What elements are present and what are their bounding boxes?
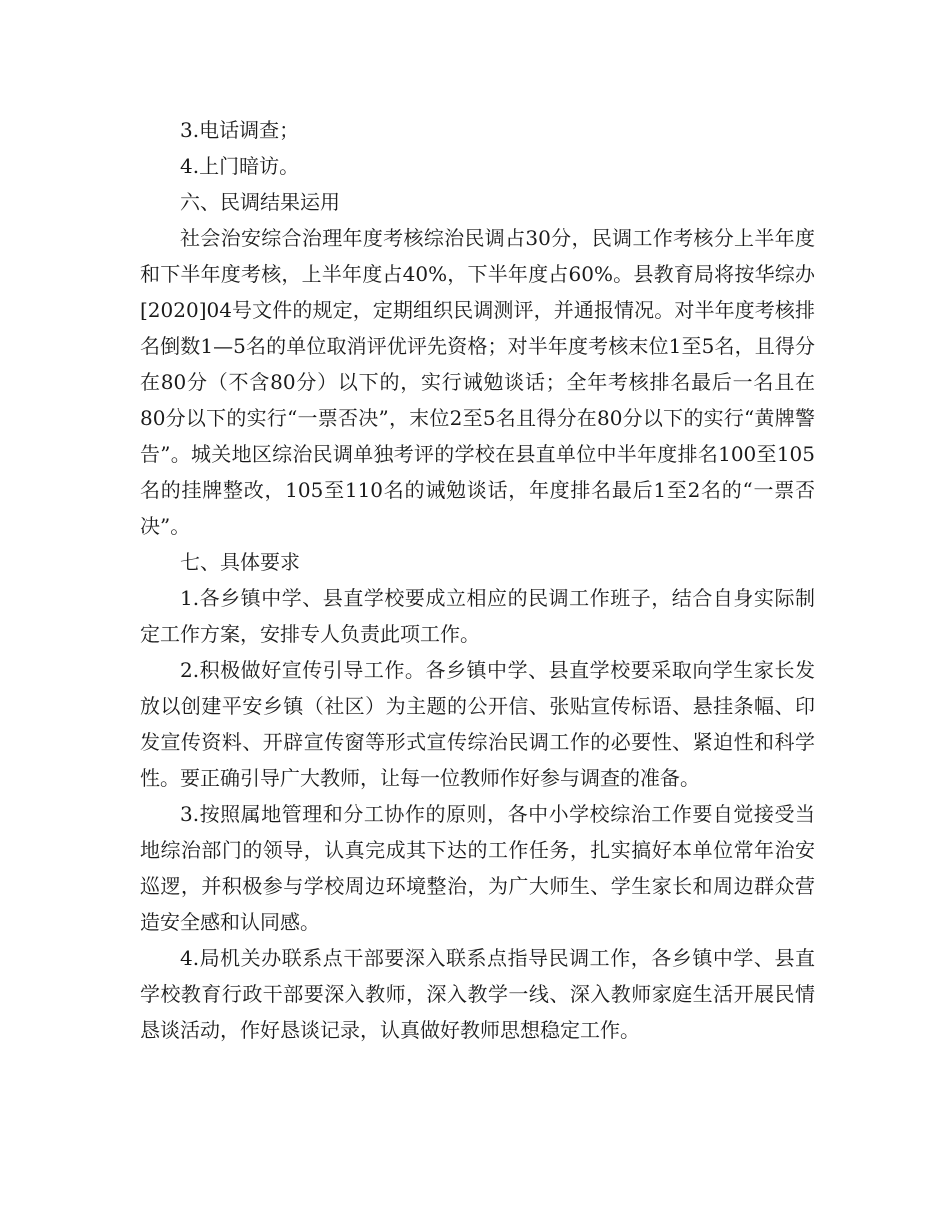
section-heading-requirements: 七、具体要求: [180, 550, 300, 574]
list-item-phone-survey: 3.电话调查；: [180, 118, 300, 142]
list-item-home-visit: 4.上门暗访。: [180, 154, 300, 178]
paragraph-results: 社会治安综合治理年度考核综治民调占30分，民调工作考核分上半年度和下半年度考核，上半年度占40%，下半年度占60%。县教育局将按华综办[2020]04号文件的规定，定期组织民调测评，并通报情况。对半年度考核排名倒数1—5名的单位取消评优评先资格；对半年度考核末位1至5名，且得分在80分（不含80分）以下的，实行诫勉谈话；全年考核排名最后一名且在80分以下的实行“一票否决”，末位2至5名且得分在80分以下的实行“黄牌警告”。城关地区综治民调单独考评的学校在县直单位中半年度排名100至105名的挂牌整改，105至110名的诫勉谈话，年度排名最后1至2名的“一票否决”。: [140, 226, 815, 538]
requirement-item-3: 3.按照属地管理和分工协作的原则，各中小学校综治工作要自觉接受当地综治部门的领导，认真完成其下达的工作任务，扎实搞好本单位常年治安巡逻，并积极参与学校周边环境整治，为广大师生、学生家长和周边群众营造安全感和认同感。: [140, 802, 815, 934]
requirement-item-2: 2.积极做好宣传引导工作。各乡镇中学、县直学校要采取向学生家长发放以创建平安乡镇（社区）为主题的公开信、张贴宣传标语、悬挂条幅、印发宣传资料、开辟宣传窗等形式宣传综治民调工作的必要性、紧迫性和科学性。要正确引导广大教师，让每一位教师作好参与调查的准备。: [140, 658, 815, 790]
requirement-item-4: 4.局机关办联系点干部要深入联系点指导民调工作，各乡镇中学、县直学校教育行政干部要深入教师，深入教学一线、深入教师家庭生活开展民情恳谈活动，作好恳谈记录，认真做好教师思想稳定工作。: [140, 946, 815, 1042]
document-body: [140, 112, 815, 1048]
section-heading-results: 六、民调结果运用: [180, 190, 340, 214]
requirement-item-1: 1.各乡镇中学、县直学校要成立相应的民调工作班子，结合自身实际制定工作方案，安排专人负责此项工作。: [140, 586, 815, 646]
